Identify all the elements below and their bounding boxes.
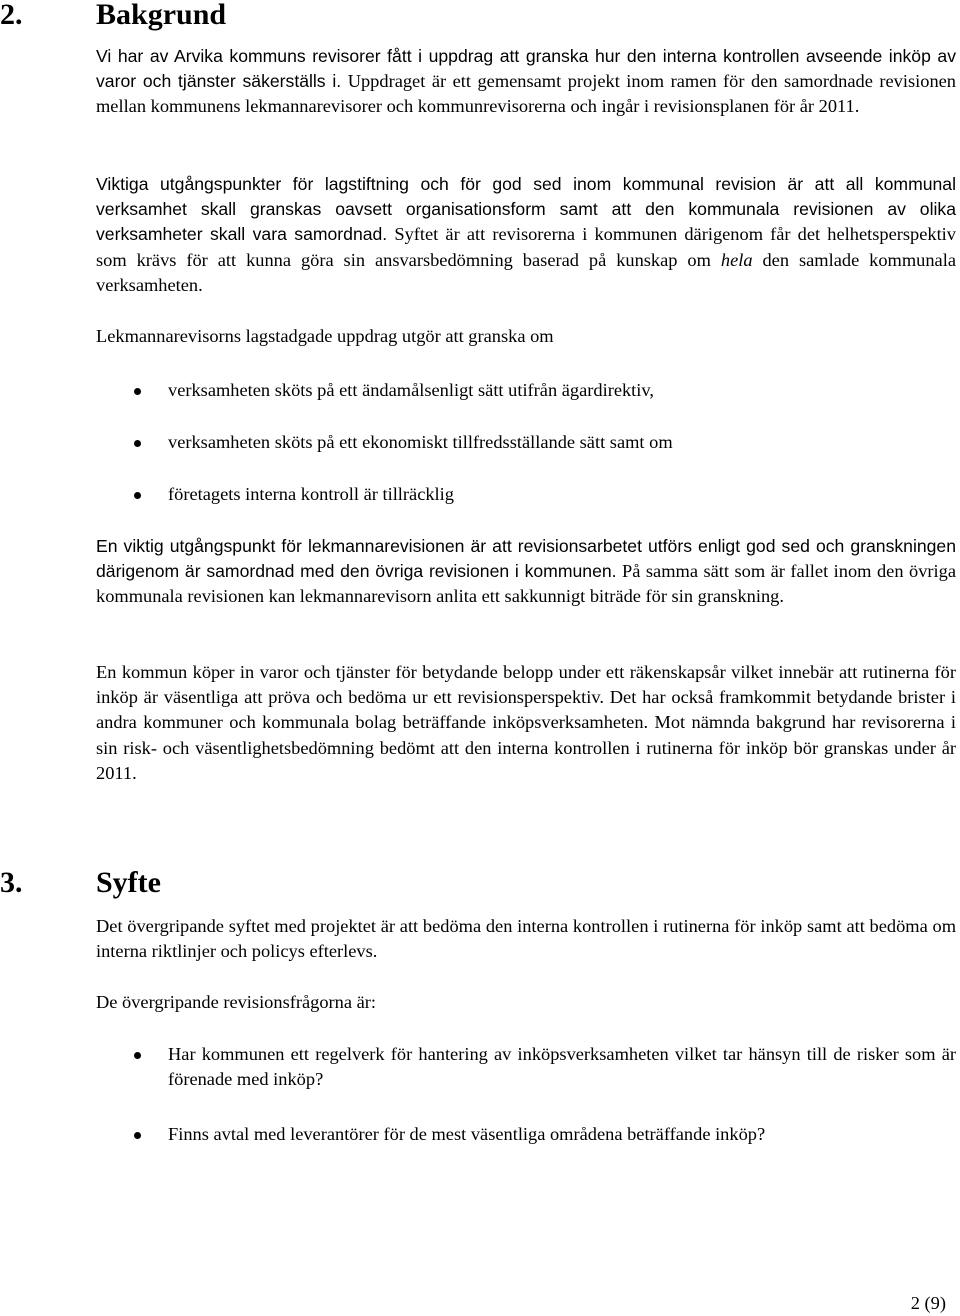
paragraph-starting-points-italic: hela [720,249,753,270]
list-item [96,482,956,507]
paragraph-purpose: Det övergripande syftet med projektet är att bedöma den interna kontrollen i rutinerna för inköp samt att bedöma om interna riktlinjer och policys efterlevs. [96,916,956,962]
section-3-heading [0,866,161,900]
bullet-icon [134,492,141,499]
paragraph-purchasing-risk: En kommun köper in varor och tjänster för betydande belopp under ett räkenskapsår vilket innebär att rutinerna för inköp är väsentliga att pröva och bedöma ur ett revisionsperspektiv. Det har också framkommit betydande brister i andra kommuner och kommunala bolag beträffande inköpsverksamheten. Mot nämnda bakgrund har revisorerna i sin risk- och väsentlighetsbedömning bedömt att den interna kontrollen i rutinerna för inköp bör granskas under år 2011. [96,662,956,783]
list-item-text: verksamheten sköts på ett ändamålsenligt sätt utifrån ägardirektiv, [168,380,655,400]
list-item [96,430,956,455]
paragraph-lay-audit-standard [96,534,956,610]
bullet-icon [134,388,141,395]
list-item [96,1042,956,1092]
paragraph-background-intro-sans: Vi har av Arvika kommuns revisorer fått i uppdrag att granska hur den interna kontrollen avseende inköp av varor och tjänster säkerställs i. [96,46,956,92]
section-2-heading [0,0,226,32]
paragraph-background-intro [96,44,956,120]
section-2-number: 2. [0,0,23,31]
paragraph-starting-points-sans: Viktiga utgångspunkter för lagstiftning och för god sed inom kommunal revision är att all kommunal verksamhet skall granskas oavsett organisationsform samt att den kommunala revisionen av olika verksamheter skall vara samordnad. [96,174,956,245]
section-3-title: Syfte [96,866,161,899]
paragraph-starting-points-serif-a: Syftet är att revisorerna i kommunen därigenom får det helhetsperspektiv som krävs för att kunna göra sin ansvarsbedömning baserad på kunskap om [96,224,956,270]
list-item-text: Finns avtal med leverantörer för de mest väsentliga områdena beträffande inköp? [168,1124,766,1144]
bullet-icon [134,1132,141,1139]
section-2-title: Bakgrund [96,0,227,31]
bullet-icon [134,1052,141,1059]
list-item-text: Har kommunen ett regelverk för hantering av inköpsverksamheten vilket tar hänsyn till de risker som är förenade med inköp? [168,1044,956,1090]
list-item [96,378,956,403]
paragraph-lay-audit-standard-sans: En viktig utgångspunkt för lekmannarevisionen är att revisionsarbetet utförs enligt god sed och granskningen därigenom är samordnad med den övriga revisionen i kommunen. [96,536,956,582]
page-number: 2 (9) [910,1293,946,1313]
paragraph-background-intro-serif: Uppdraget är ett gemensamt projekt inom ramen för den samordnade revisionen mellan kommunens lekmannarevisorer och kommunrevisorerna och ingår i revisionsplanen för år 2011. [96,71,956,117]
paragraph-lay-auditor-mandate: Lekmannarevisorns lagstadgade uppdrag utgör att granska om [96,326,554,346]
list-item-text: verksamheten sköts på ett ekonomiskt tillfredsställande sätt samt om [168,432,673,452]
paragraph-audit-questions-intro: De övergripande revisionsfrågorna är: [96,992,377,1012]
list-item-text: företagets interna kontroll är tillräcklig [168,484,454,504]
bullet-icon [134,440,141,447]
paragraph-lay-audit-standard-serif: På samma sätt som är fallet inom den övriga kommunala revisionen kan lekmannarevisorn anlita ett sakkunnigt biträde för sin granskning. [96,561,956,607]
section-3-number: 3. [0,866,23,899]
list-item [96,1122,956,1147]
paragraph-starting-points-serif-b: den samlade kommunala verksamheten. [96,249,956,295]
paragraph-starting-points [96,172,956,298]
